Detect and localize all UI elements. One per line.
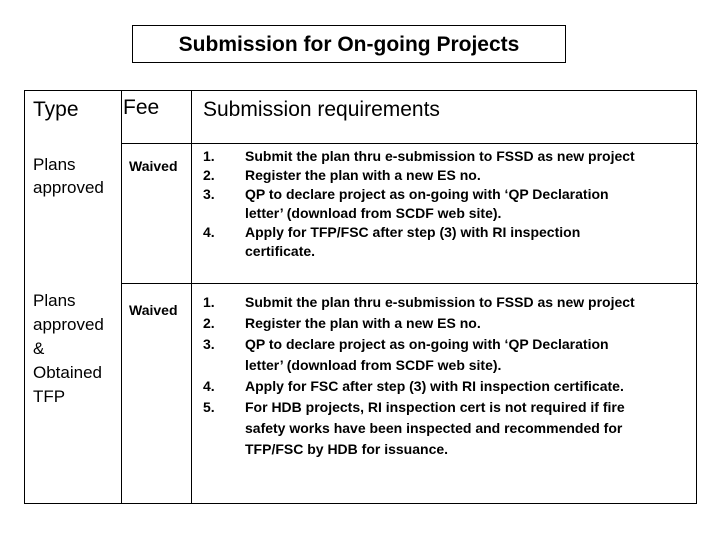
list-item-continuation [203, 439, 635, 460]
type-line: TFP [33, 387, 66, 406]
row-2-fee: Waived [129, 302, 178, 318]
row-1-requirements [203, 147, 635, 261]
type-line: approved [33, 178, 104, 197]
header-requirements: Submission requirements [203, 98, 440, 121]
item-text: letter’ (download from SCDF web site). [245, 205, 502, 221]
list-item-continuation [203, 418, 635, 439]
item-number: 4. [203, 378, 215, 394]
row-1-type [33, 153, 104, 199]
item-text: Register the plan with a new ES no. [245, 167, 481, 183]
list-item [203, 147, 635, 166]
item-number: 2. [203, 315, 215, 331]
item-text: letter’ (download from SCDF web site). [245, 357, 502, 373]
item-text: QP to declare project as on-going with ‘QP Declaration [245, 336, 609, 352]
row-1-fee: Waived [129, 158, 178, 174]
type-line: Obtained [33, 363, 102, 382]
list-item [203, 376, 635, 397]
item-text: safety works have been inspected and recommended for [245, 420, 623, 436]
type-line: approved [33, 315, 104, 334]
list-item [203, 334, 635, 355]
item-number: 2. [203, 167, 215, 183]
item-text: certificate. [245, 243, 316, 259]
list-item [203, 223, 635, 242]
item-number: 1. [203, 148, 215, 164]
row-2-requirements [203, 292, 635, 460]
item-number: 5. [203, 399, 215, 415]
item-text: QP to declare project as on-going with ‘QP Declaration [245, 186, 609, 202]
list-item [203, 397, 635, 418]
item-number: 3. [203, 336, 215, 352]
item-text: Submit the plan thru e-submission to FSSD as new project [245, 294, 635, 310]
item-number: 1. [203, 294, 215, 310]
list-item [203, 313, 635, 334]
row-2-type [33, 289, 104, 409]
item-number: 4. [203, 224, 215, 240]
list-item [203, 166, 635, 185]
type-line: & [33, 339, 45, 358]
header-type: Type [33, 98, 79, 121]
list-item-continuation [203, 204, 635, 223]
column-divider [191, 91, 192, 503]
header-fee: Fee [123, 96, 160, 119]
type-line: Plans [33, 291, 76, 310]
list-item [203, 185, 635, 204]
item-text: Register the plan with a new ES no. [245, 315, 481, 331]
item-number: 3. [203, 186, 215, 202]
list-item-continuation [203, 242, 635, 261]
type-line: Plans [33, 155, 76, 174]
row-divider [121, 143, 698, 144]
item-text: For HDB projects, RI inspection cert is not required if fire [245, 399, 625, 415]
item-text: TFP/FSC by HDB for issuance. [245, 441, 449, 457]
row-divider [121, 283, 698, 284]
page-title: Submission for On-going Projects [132, 25, 566, 63]
item-text: Apply for TFP/FSC after step (3) with RI inspection [245, 224, 581, 240]
item-text: Submit the plan thru e-submission to FSSD as new project [245, 148, 635, 164]
list-item-continuation [203, 355, 635, 376]
requirements-table [24, 90, 697, 504]
item-text: Apply for FSC after step (3) with RI inspection certificate. [245, 378, 624, 394]
column-divider [121, 91, 122, 503]
list-item [203, 292, 635, 313]
